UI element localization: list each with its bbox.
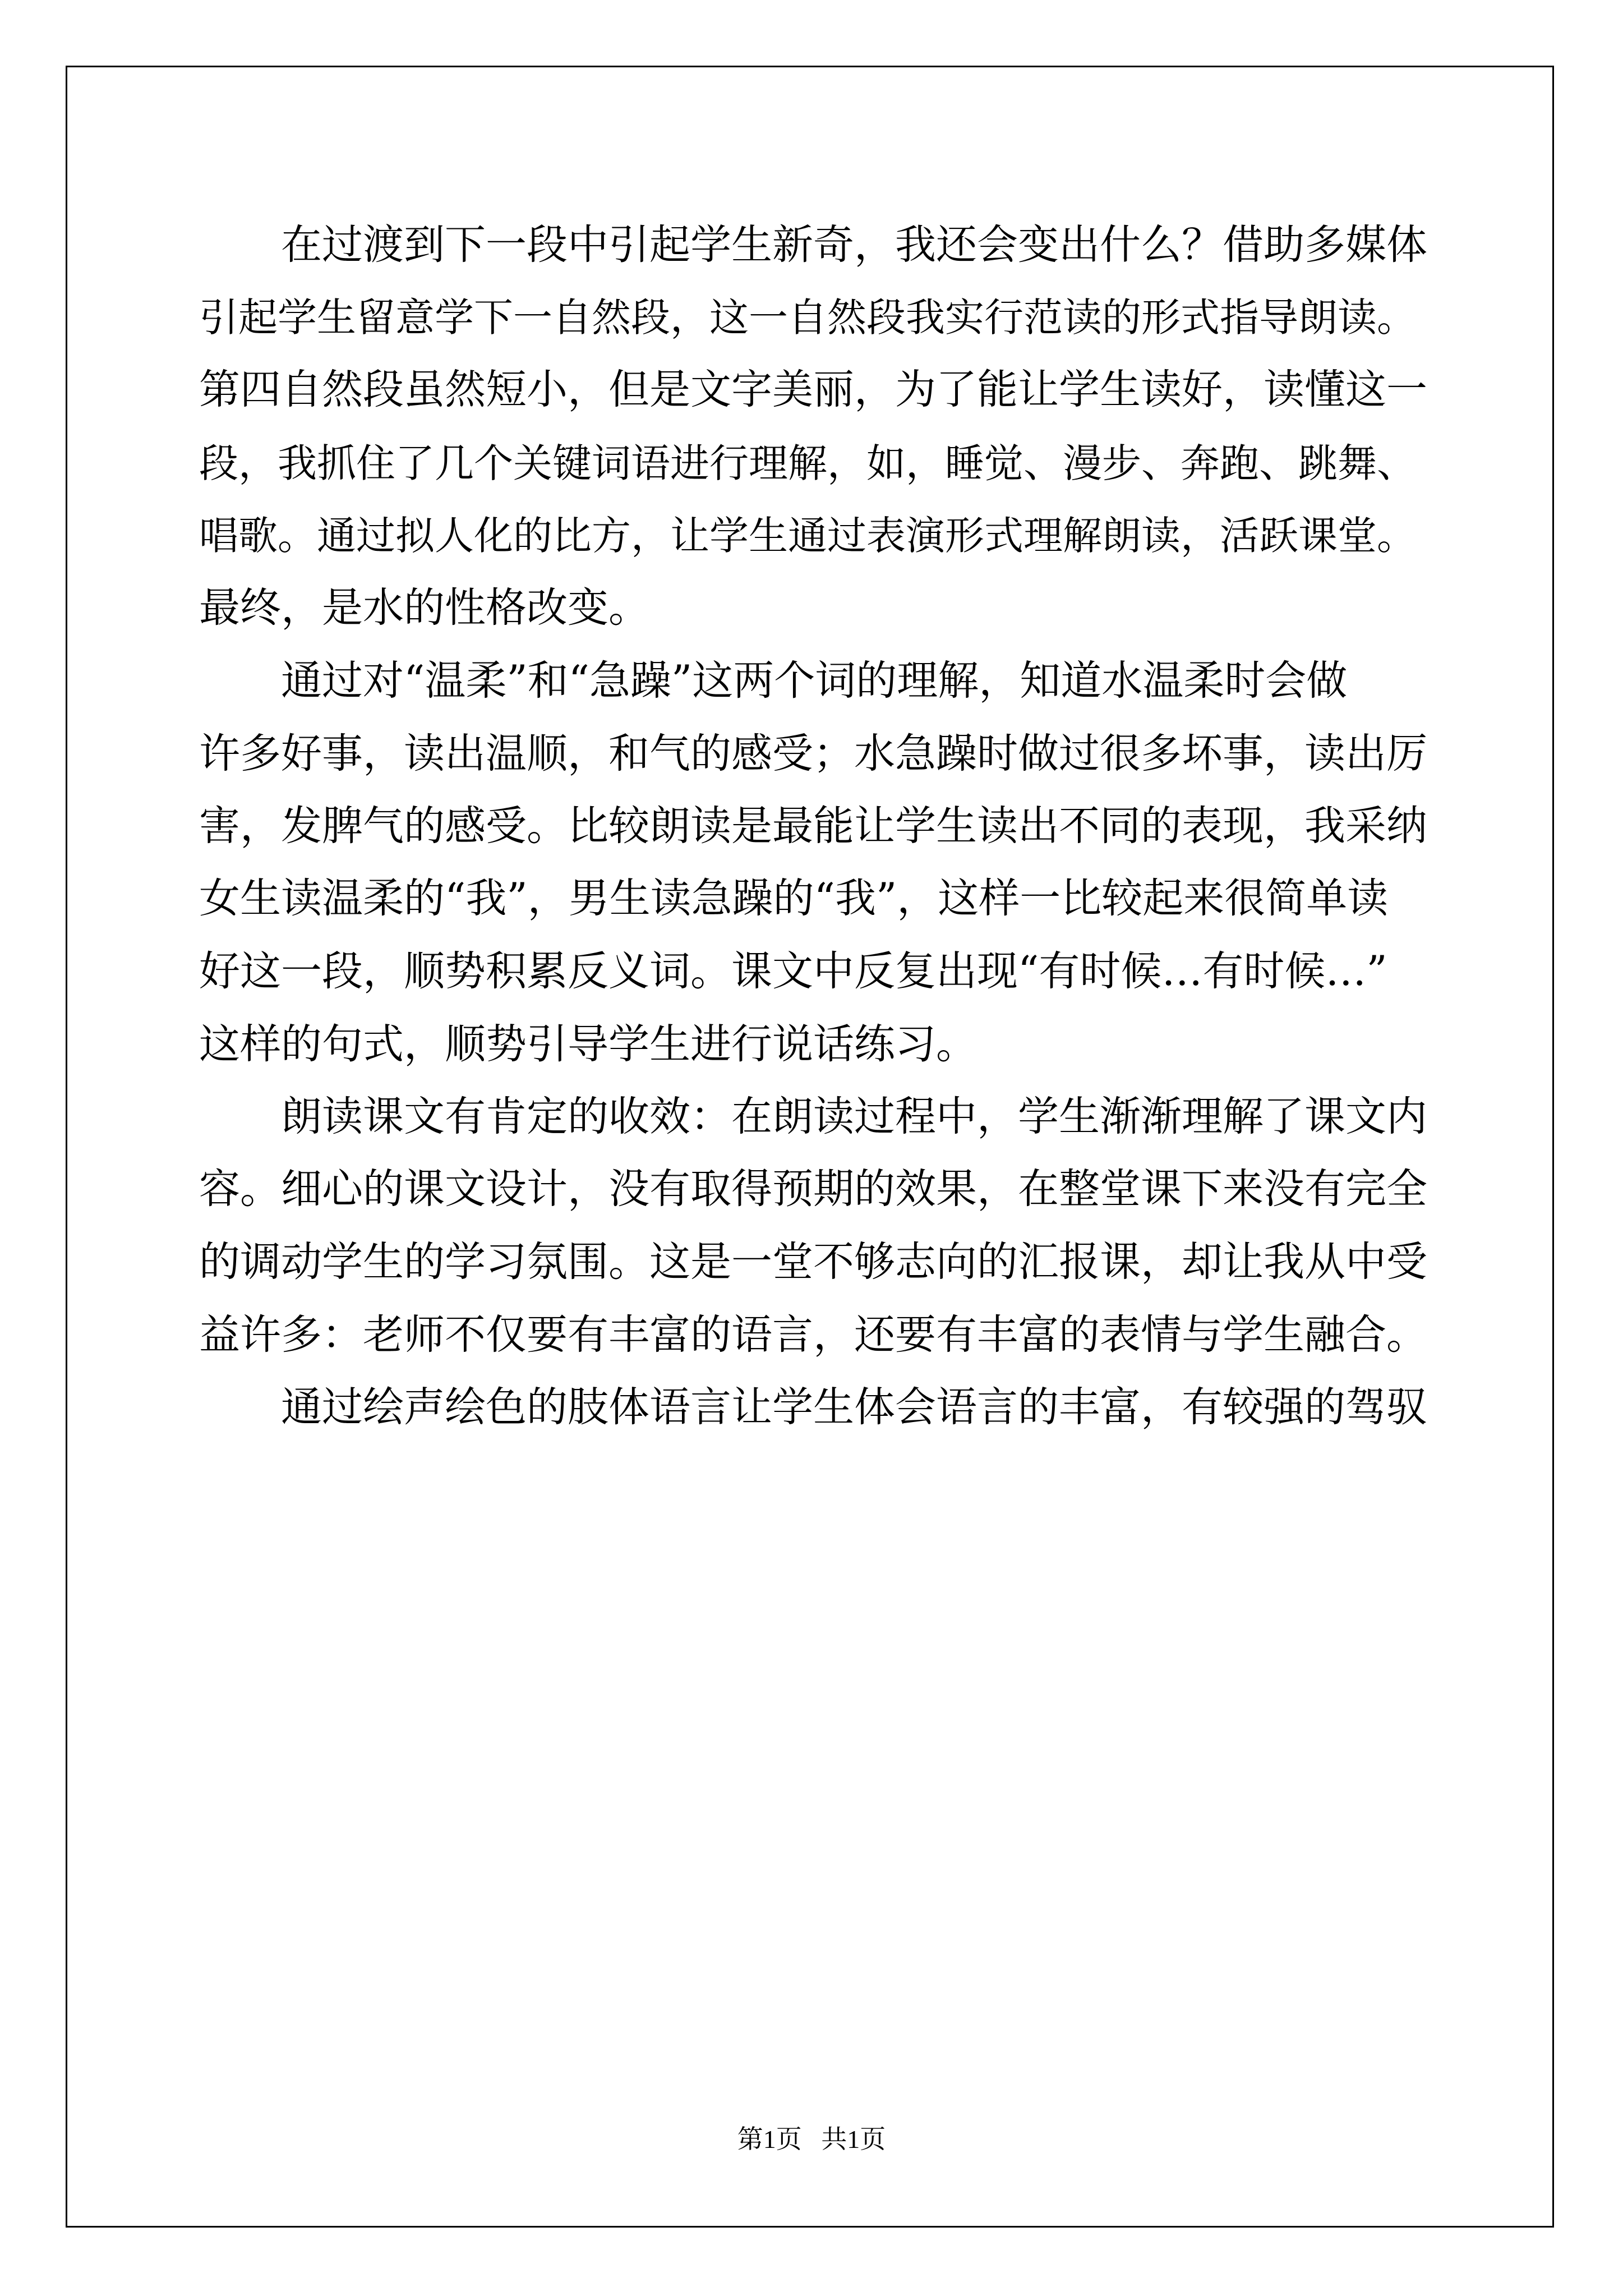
paragraph-1-line-3: 第四自然段虽然短小，但是文字美丽，为了能让学生读好，读懂这一 bbox=[199, 366, 1427, 413]
paragraph-3-line-3: 的调动学生的学习氛围。这是一堂不够志向的汇报课，却让我从中受 bbox=[199, 1238, 1427, 1286]
paragraph-1-line-2: 引起学生留意学下一自然段，这一自然段我实行范读的形式指导朗读。 bbox=[199, 295, 1416, 341]
paragraph-3-line-4: 益许多：老师不仅要有丰富的语言，还要有丰富的表情与学生融合。 bbox=[199, 1311, 1427, 1359]
paragraph-1-line-4: 段，我抓住了几个关键词语进行理解，如，睡觉、漫步、奔跑、跳舞、 bbox=[199, 440, 1416, 486]
paragraph-2-line-4: 女生读温柔的“我”，男生读急躁的“我”，这样一比较起来很简单读 bbox=[199, 875, 1389, 922]
paragraph-2-line-6: 这样的句式，顺势引导学生进行说话练习。 bbox=[199, 1020, 977, 1068]
paragraph-4-line-1: 通过绘声绘色的肢体语言让学生体会语言的丰富，有较强的驾驭 bbox=[281, 1383, 1427, 1431]
paragraph-1-line-5: 唱歌。通过拟人化的比方，让学生通过表演形式理解朗读，活跃课堂。 bbox=[199, 513, 1416, 559]
paragraph-2-line-1: 通过对“温柔”和“急躁”这两个词的理解，知道水温柔时会做 bbox=[281, 657, 1348, 705]
paragraph-2-line-5: 好这一段，顺势积累反义词。课文中反复出现“有时候…有时候…” bbox=[199, 947, 1387, 995]
paragraph-2-line-2: 许多好事，读出温顺，和气的感受；水急躁时做过很多坏事，读出厉 bbox=[199, 730, 1427, 777]
paragraph-2-line-3: 害，发脾气的感受。比较朗读是最能让学生读出不同的表现，我采纳 bbox=[199, 802, 1427, 850]
paragraph-1-line-6: 最终，是水的性格改变。 bbox=[199, 584, 649, 632]
paragraph-3-line-2: 容。细心的课文设计，没有取得预期的效果，在整堂课下来没有完全 bbox=[199, 1165, 1427, 1213]
paragraph-3-line-1: 朗读课文有肯定的收效：在朗读过程中，学生渐渐理解了课文内 bbox=[281, 1093, 1427, 1140]
paragraph-1-line-1: 在过渡到下一段中引起学生新奇，我还会变出什么？借助多媒体 bbox=[281, 221, 1427, 269]
page-number-footer: 第1页 共1页 bbox=[737, 2125, 886, 2154]
